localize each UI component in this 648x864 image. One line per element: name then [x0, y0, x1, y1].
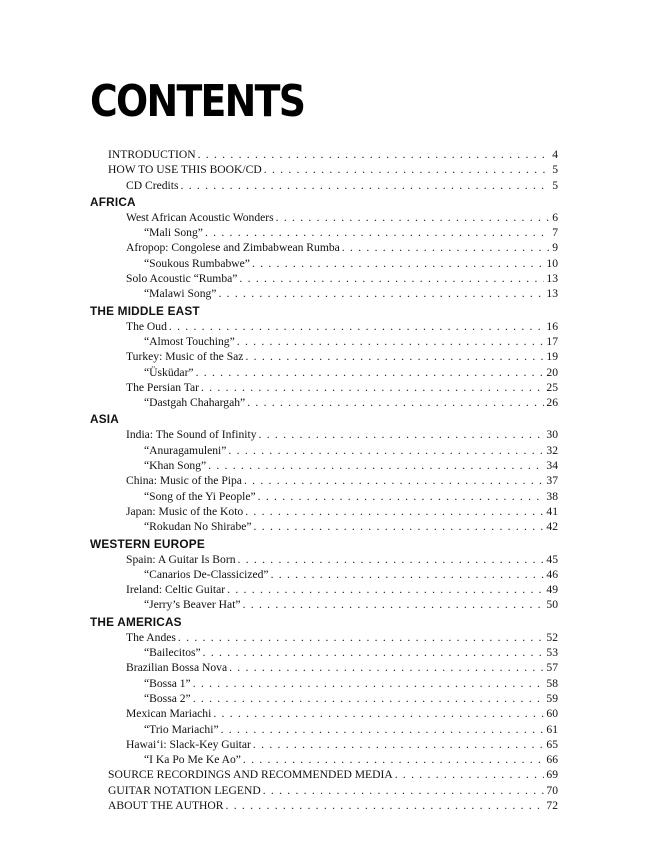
- toc-entry-title: “Jerry’s Beaver Hat”: [144, 598, 241, 612]
- dot-leader: [245, 504, 544, 519]
- toc-entry-page: 30: [546, 428, 558, 442]
- toc-entry-page: 26: [546, 396, 558, 410]
- section-heading: THE AMERICAS: [90, 614, 182, 629]
- toc-entry: [90, 567, 558, 582]
- toc-entry-page: 37: [546, 474, 558, 488]
- toc-entry-title: “Mali Song”: [144, 226, 203, 240]
- dot-leader: [253, 737, 544, 752]
- dot-leader: [271, 567, 545, 582]
- toc-entry-page: 17: [546, 334, 558, 348]
- toc-entry-title: Turkey: Music of the Saz: [126, 350, 244, 364]
- toc-entry-page: 69: [546, 768, 558, 782]
- dot-leader: [208, 458, 544, 473]
- toc-entry: [90, 552, 558, 567]
- toc-entry-page: 6: [552, 210, 558, 224]
- toc-entry: [90, 519, 558, 534]
- dot-leader: [244, 473, 544, 488]
- toc-entry: [90, 722, 558, 737]
- toc-entry: [90, 582, 558, 597]
- toc-entry-title: Ireland: Celtic Guitar: [126, 583, 226, 597]
- dot-leader: [259, 427, 545, 442]
- toc-entry-page: 19: [546, 350, 558, 364]
- toc-entry-page: 34: [546, 459, 558, 473]
- section-heading: AFRICA: [90, 194, 136, 209]
- dot-leader: [196, 365, 545, 380]
- dot-leader: [258, 489, 545, 504]
- dot-leader: [169, 319, 545, 334]
- dot-leader: [181, 178, 551, 193]
- toc-entry: [90, 256, 558, 271]
- toc-entry-page: 58: [546, 676, 558, 690]
- toc-entry-page: 59: [546, 691, 558, 705]
- toc-entry: [90, 210, 558, 225]
- toc-entry-page: 45: [546, 552, 558, 566]
- toc-entry-title: “Almost Touching”: [144, 334, 235, 348]
- dot-leader: [342, 240, 550, 255]
- toc-entry-title: “Bailecitos”: [144, 646, 201, 660]
- toc-entry-title: INTRODUCTION: [108, 148, 196, 161]
- toc-entry-page: 9: [552, 241, 558, 255]
- dot-leader: [205, 225, 550, 240]
- toc-entry-title: “Malawi Song”: [144, 287, 217, 301]
- toc-entry-page: 10: [546, 256, 558, 270]
- toc-entry-title: India: The Sound of Infinity: [126, 428, 257, 442]
- dot-leader: [198, 147, 551, 162]
- toc-entry: [90, 752, 558, 767]
- toc-entry: [90, 660, 558, 675]
- toc-entry-title: “Soukous Rumbabwe”: [144, 256, 250, 270]
- dot-leader: [228, 443, 544, 458]
- toc-entry-title: West African Acoustic Wonders: [126, 210, 274, 224]
- toc-entry-title: “Canarios De-Classicized”: [144, 567, 269, 581]
- toc-entry-page: 13: [546, 287, 558, 301]
- toc-entry-title: China: Music of the Pipa: [126, 474, 242, 488]
- toc-entry-title: “Bossa 1”: [144, 676, 191, 690]
- toc-entry-page: 42: [546, 520, 558, 534]
- toc-entry-title: The Oud: [126, 319, 167, 333]
- toc-entry: [90, 395, 558, 410]
- dot-leader: [238, 552, 545, 567]
- dot-leader: [221, 722, 545, 737]
- dot-leader: [193, 691, 545, 706]
- toc-entry-page: 41: [546, 504, 558, 518]
- page-title: CONTENTS: [90, 76, 305, 127]
- toc-entry-title: Brazilian Bossa Nova: [126, 661, 228, 675]
- toc-entry-page: 4: [552, 148, 558, 161]
- toc-entry: [90, 504, 558, 519]
- dot-leader: [178, 630, 544, 645]
- toc-entry: [90, 286, 558, 301]
- toc-entry-page: 52: [546, 630, 558, 644]
- dot-leader: [193, 676, 545, 691]
- toc-entry: [90, 178, 558, 193]
- toc-entry-title: Afropop: Congolese and Zimbabwean Rumba: [126, 241, 340, 255]
- toc-entry: [90, 630, 558, 645]
- toc-entry-title: “Song of the Yi People”: [144, 489, 256, 503]
- toc-entry-page: 57: [546, 661, 558, 675]
- toc-entry: [90, 240, 558, 255]
- toc-entry-page: 66: [546, 753, 558, 767]
- toc-entry-title: “Rokudan No Shirabe”: [144, 520, 252, 534]
- toc-entry: [90, 645, 558, 660]
- dot-leader: [218, 286, 544, 301]
- toc-entry: [90, 365, 558, 380]
- toc-entry: [90, 427, 558, 442]
- toc-entry-page: 38: [546, 489, 558, 503]
- dot-leader: [203, 645, 545, 660]
- toc-entry: [90, 380, 558, 395]
- dot-leader: [395, 767, 545, 782]
- section-heading: ASIA: [90, 412, 119, 427]
- toc-entry-title: The Persian Tar: [126, 380, 200, 394]
- toc-entry-page: 61: [546, 722, 558, 736]
- toc-entry: [90, 737, 558, 752]
- toc-entry: [90, 319, 558, 334]
- dot-leader: [213, 706, 544, 721]
- toc-entry: [90, 349, 558, 364]
- toc-entry-title: The Andes: [126, 630, 176, 644]
- toc-entry: [90, 691, 558, 706]
- toc-entry-page: 16: [546, 319, 558, 333]
- toc-entry-title: “Trio Mariachi”: [144, 722, 219, 736]
- section-heading: THE MIDDLE EAST: [90, 303, 200, 318]
- toc-entry-page: 32: [546, 443, 558, 457]
- toc-entry: [90, 676, 558, 691]
- dot-leader: [237, 334, 545, 349]
- dot-leader: [276, 210, 551, 225]
- dot-leader: [229, 660, 544, 675]
- toc-entry-title: “Anuragamuleni”: [144, 443, 227, 457]
- toc-entry-page: 65: [546, 737, 558, 751]
- toc-entry-title: “Dastgah Chahargah”: [144, 396, 246, 410]
- toc-entry: [90, 443, 558, 458]
- toc-entry-title: “Bossa 2”: [144, 691, 191, 705]
- dot-leader: [201, 380, 544, 395]
- toc-entry-page: 25: [546, 380, 558, 394]
- toc-entry: [90, 783, 558, 798]
- dot-leader: [243, 597, 545, 612]
- dot-leader: [264, 162, 550, 177]
- toc-entry-title: Hawai‘i: Slack-Key Guitar: [126, 737, 251, 751]
- toc-entry: [90, 225, 558, 240]
- toc-entry-title: Solo Acoustic “Rumba”: [126, 272, 238, 286]
- toc-entry-title: “I Ka Po Me Ke Ao”: [144, 753, 241, 767]
- dot-leader: [227, 582, 544, 597]
- toc-entry: [90, 706, 558, 721]
- toc-entry: [90, 489, 558, 504]
- toc-entry: [90, 798, 558, 813]
- toc-entry-page: 50: [546, 598, 558, 612]
- dot-leader: [247, 395, 544, 410]
- dot-leader: [263, 783, 545, 798]
- dot-leader: [243, 752, 544, 767]
- toc-entry: [90, 597, 558, 612]
- table-of-contents: [90, 147, 558, 813]
- toc-entry: [90, 271, 558, 286]
- dot-leader: [245, 349, 544, 364]
- toc-entry: [90, 473, 558, 488]
- toc-entry-page: 53: [546, 646, 558, 660]
- toc-entry-title: ABOUT THE AUTHOR: [108, 798, 224, 812]
- toc-entry: [90, 767, 558, 782]
- toc-entry-page: 60: [546, 707, 558, 721]
- toc-entry-title: Japan: Music of the Koto: [126, 504, 244, 518]
- toc-entry-page: 5: [552, 163, 558, 177]
- dot-leader: [254, 519, 545, 534]
- dot-leader: [239, 271, 544, 286]
- toc-entry-title: “Khan Song”: [144, 459, 207, 473]
- toc-entry-title: Mexican Mariachi: [126, 707, 212, 721]
- dot-leader: [226, 798, 545, 813]
- section-heading: WESTERN EUROPE: [90, 536, 205, 551]
- toc-entry-title: CD Credits: [126, 178, 179, 192]
- toc-entry-page: 46: [546, 567, 558, 581]
- toc-entry-title: GUITAR NOTATION LEGEND: [108, 783, 261, 797]
- toc-entry-title: “Üsküdar”: [144, 365, 194, 379]
- toc-entry-title: HOW TO USE THIS BOOK/CD: [108, 163, 262, 177]
- toc-entry-title: Spain: A Guitar Is Born: [126, 552, 236, 566]
- toc-entry-page: 20: [546, 365, 558, 379]
- toc-entry-page: 70: [546, 783, 558, 797]
- toc-entry-page: 13: [546, 272, 558, 286]
- toc-entry: [90, 458, 558, 473]
- toc-entry-page: 49: [546, 583, 558, 597]
- toc-entry-page: 5: [552, 178, 558, 192]
- toc-entry-page: 7: [552, 226, 558, 240]
- toc-entry: [90, 147, 558, 162]
- dot-leader: [252, 256, 544, 271]
- toc-entry-page: 72: [546, 798, 558, 812]
- toc-entry: [90, 162, 558, 177]
- toc-entry: [90, 334, 558, 349]
- toc-entry-title: SOURCE RECORDINGS AND RECOMMENDED MEDIA: [108, 768, 393, 782]
